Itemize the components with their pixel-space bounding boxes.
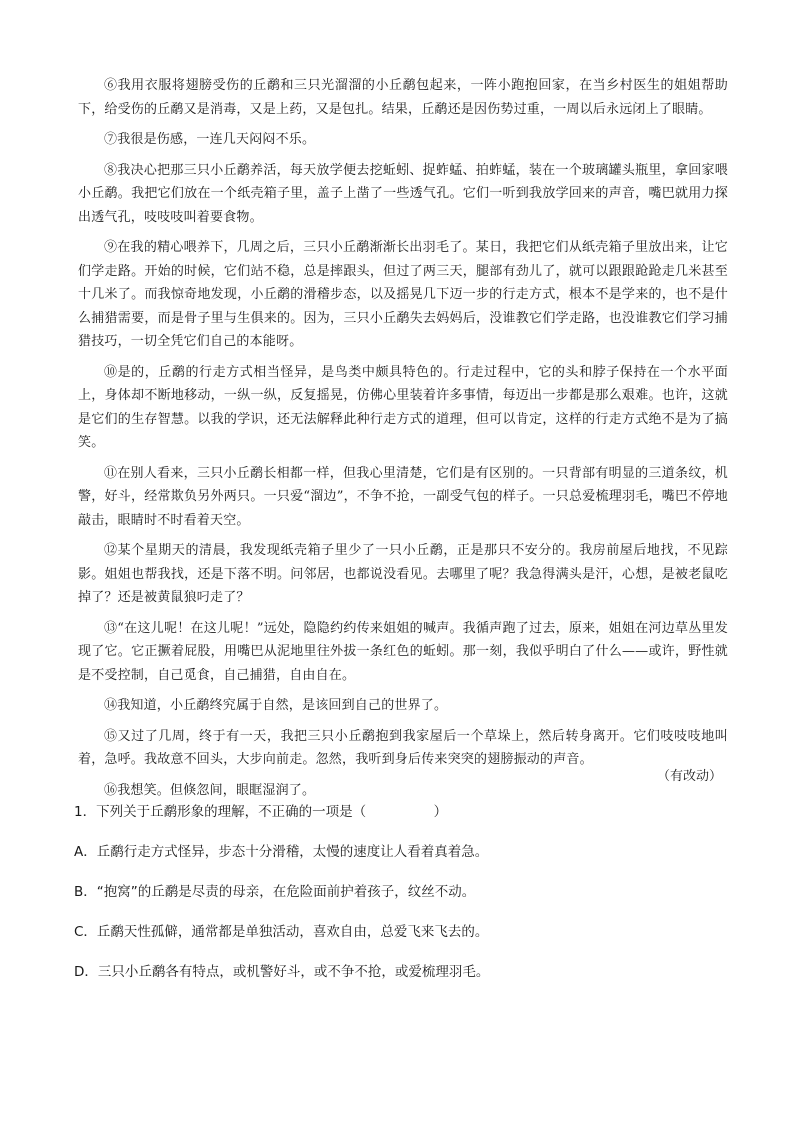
passage-paragraph-11: ⑪在别人看来，三只小丘鹬长相都一样，但我心里清楚，它们是有区别的。一只背部有明显的三道条纹，机警，好斗，经常欺负另外两只。一只爱“溜边”，不争不抢，一副受气包的样子。一只总爱梳理羽毛，嘴巴不停地敲击，眼睛时不时看着天空。	[78, 465, 728, 528]
passage-paragraph-16: ⑯我想笑。但倏忽间，眼眶湿润了。	[104, 782, 316, 798]
passage-paragraph-7: ⑦我很是伤感，一连几天闷闷不乐。	[104, 132, 316, 147]
passage-paragraph-9: ⑨在我的精心喂养下，几周之后，三只小丘鹬渐渐长出羽毛了。某日，我把它们从纸壳箱子里放出来，让它们学走路。开始的时候，它们站不稳，总是摔跟头，但过了两三天，腿部有劲儿了，就可以跟跟跄跄走几米甚至十几米了。而我惊奇地发现，小丘鹬的滑稽步态，以及摇晃几下迈一步的行走方式，根本不是学来的，也不是什么捕猎需要，而是骨子里与生俱来的。因为，三只小丘鹬失去妈妈后，没谁教它们学走路，也没谁教它们学习捕猎技巧，一切全凭它们自己的本能呀。	[78, 240, 728, 349]
passage-paragraph-12: ⑫某个星期天的清晨，我发现纸壳箱子里少了一只小丘鹬，正是那只不安分的。我房前屋后地找，不见踪影。姐姐也帮我找，还是下落不明。问邻居，也都说没看见。去哪里了呢？我急得满头是汗，心想，是被老鼠吃掉了？还是被黄鼠狼叼走了？	[78, 543, 728, 605]
passage-paragraph-14: ⑭我知道，小丘鹬终究属于自然，是该回到自己的世界了。	[104, 698, 448, 713]
option-a: A．丘鹬行走方式怪异，步态十分滑稽，太慢的速度让人看着真着急。	[74, 844, 489, 860]
source-note: （有改动）	[656, 769, 722, 784]
reading-passage	[78, 74, 728, 809]
option-c: C．丘鹬天性孤僻，通常都是单独活动，喜欢自由，总爱飞来飞去的。	[74, 924, 489, 940]
passage-paragraph-6: ⑥我用衣服将翅膀受伤的丘鹬和三只光溜溜的小丘鹬包起来，一阵小跑抱回家，在当乡村医生的姐姐帮助下，给受伤的丘鹬又是消毒，又是上药，又是包扎。结果，丘鹬还是因伤势过重，一周以后永远闭上了眼睛。	[78, 78, 728, 117]
option-b: B．“抱窝”的丘鹬是尽责的母亲，在危险面前护着孩子，纹丝不动。	[74, 884, 476, 900]
question-1	[74, 800, 734, 1000]
passage-paragraph-13: ⑬“在这儿呢！在这儿呢！”远处，隐隐约约传来姐姐的喊声。我循声跑了过去，原来，姐姐在河边草丛里发现了它。它正撅着屁股，用嘴巴从泥地里往外拔一条红色的蚯蚓。那一刻，我似乎明白了什么——或许，野性就是不受控制，自己觅食，自己捕猎，自由自在。	[78, 620, 728, 683]
question-stem: 1．下列关于丘鹬形象的理解，不正确的一项是（ ）	[74, 804, 448, 820]
option-d: D．三只小丘鹬各有特点，或机警好斗，或不争不抢，或爱梳理羽毛。	[74, 964, 490, 980]
passage-paragraph-15: ⑮又过了几周，终于有一天，我把三只小丘鹬抱到我家屋后一个草垛上，然后转身离开。它们吱吱吱地叫着，急呼。我故意不回头，大步向前走。忽然，我听到身后传来突突的翅膀振动的声音。	[78, 728, 728, 767]
passage-paragraph-10: ⑩是的，丘鹬的行走方式相当怪异，是鸟类中颇具特色的。行走过程中，它的头和脖子保持在一个水平面上，身体却不断地移动，一纵一纵，反复摇晃，仿佛心里装着许多事情，每迈出一步都是那么艰难。也许，这就是它们的生存智慧。以我的学识，还无法解释此种行走方式的道理，但可以肯定，这样的行走方式绝不是为了搞笑。	[78, 364, 728, 450]
passage-paragraph-8: ⑧我决心把那三只小丘鹬养活，每天放学便去挖蚯蚓、捉蚱蜢、拍蚱蜢，装在一个玻璃罐头瓶里，拿回家喂小丘鹬。我把它们放在一个纸壳箱子里，盖子上凿了一些透气孔。它们一听到我放学回来的声音，嘴巴就用力探出透气孔，吱吱吱叫着要食物。	[78, 162, 728, 225]
